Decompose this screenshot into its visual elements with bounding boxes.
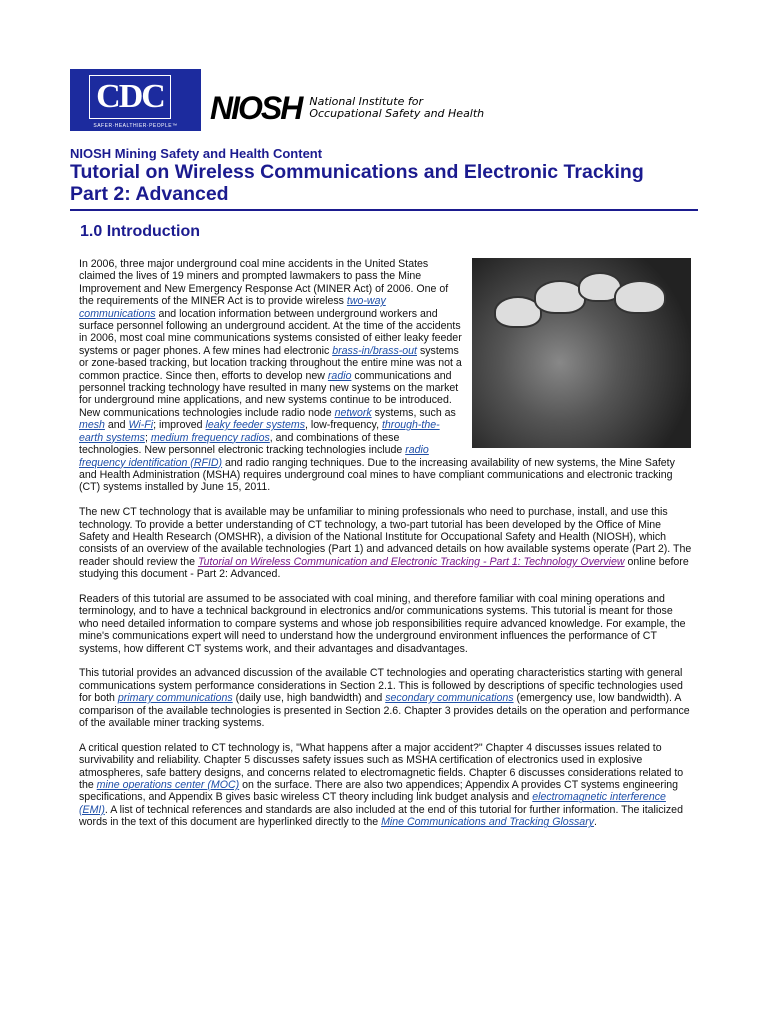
glossary-link[interactable]: Tutorial on Wireless Communication and Electronic Tracking - Part 1: Technology Overview — [197, 555, 625, 568]
paragraph — [79, 742, 693, 829]
paragraph-text: Readers of this tutorial are assumed to be associated with coal mining, and therefore familiar with coal mining operations and terminology, and to have a technical background in electronics and/or communications systems. This tutorial is meant for those who need detailed information to compare systems and whose job responsibilities require advanced knowledge. For example, the mine's communications expert will need to understand how the underground environment influences the performance of CT systems, how different CT systems work, and their advantages and disadvantages. — [79, 592, 686, 655]
title-line-1: Tutorial on Wireless Communications and Electronic Tracking — [70, 161, 644, 183]
title-divider — [70, 209, 698, 211]
glossary-link[interactable]: network — [334, 406, 372, 419]
niosh-name-line2: Occupational Safety and Health — [309, 107, 485, 120]
section-heading: 1.0 Introduction — [80, 223, 200, 240]
paragraph-text: . — [594, 816, 597, 829]
glossary-link[interactable]: two-way communications — [79, 295, 386, 320]
glossary-link[interactable]: radio — [327, 369, 352, 382]
paragraph-text: The new CT technology that is available may be unfamiliar to mining professionals who need to purchase, install, and use this technology. To provide a better understanding of CT technology, a two-part tutorial has been developed by the Office of Mine Safety and Health Research (OMSHR), a division of the National Institute for Occupational Safety and Health (NIOSH), which consists of an overview of the available technologies (Part 1) and advanced details on how available systems operate (Part 2). The reader should review the — [79, 506, 692, 568]
glossary-link[interactable]: through-the-earth systems — [79, 419, 440, 444]
paragraph-text: This tutorial provides an advanced discussion of the available CT technologies and operating characteristics starting with general communications system performance considerations in Section 2.1. This is followed by descriptions of specific technologies used for both — [79, 667, 683, 705]
paragraph-text: , low-frequency, — [305, 419, 382, 432]
paragraph-text: and — [104, 419, 129, 432]
paragraph-text: ; — [144, 431, 151, 444]
paragraph-text: (emergency use, low bandwidth). A comparison of the available technologies is presented in Section 2.6. Chapter 3 provides details on the operation and performance of the available miner tracking systems. — [79, 692, 690, 729]
glossary-link[interactable]: electromagnetic interference (EMI) — [79, 791, 666, 816]
paragraph-text: , and combinations of these technologies. New personnel electronic tracking technologies include — [79, 431, 406, 457]
glossary-link[interactable]: Mine Communications and Tracking Glossary — [381, 816, 595, 829]
glossary-link[interactable]: mine operations center (MOC) — [96, 779, 240, 791]
paragraph-text: ; improved — [153, 419, 206, 432]
glossary-link[interactable]: secondary communications — [385, 692, 514, 705]
glossary-link[interactable]: brass-in/brass-out — [332, 344, 417, 357]
paragraph-text: . A list of technical references and standards are also included at the end of this tutorial for further information. The italicized words in the text of this document are hyperlinked directly to the — [79, 803, 683, 829]
niosh-full-name — [309, 96, 484, 120]
paragraph-text: and location information between underground workers and surface personnel following an underground accident. At the time of the accidents in 2006, most coal mine communications systems consisted of either leaky feeder systems or pager phones. A few mines had electronic — [79, 307, 462, 357]
paragraph-text: systems or zone-based tracking, but location tracking throughout the entire mine was not a common practice. Since then, efforts to develop new — [79, 344, 462, 382]
paragraph — [79, 506, 693, 580]
niosh-name-line1: National Institute for — [309, 95, 423, 108]
cdc-logo-text: CDC — [89, 75, 171, 119]
title-line-2: Part 2: Advanced — [70, 183, 229, 205]
glossary-link[interactable]: medium frequency radios — [150, 431, 270, 444]
glossary-link[interactable]: leaky feeder systems — [205, 419, 306, 432]
paragraph-text: A critical question related to CT technology is, "What happens after a major accident?" Chapter 4 discusses issues related to survivability and reliability. Chapter 5 discusses safety issues such as MSHA certification of electronics used in explosive atmospheres, safe battery designs, and concerns related to electromagnetic fields. Chapter 6 discusses considerations related to the — [79, 741, 684, 791]
content-kicker: NIOSH Mining Safety and Health Content — [70, 146, 323, 161]
glossary-link[interactable]: mesh — [79, 419, 105, 432]
paragraph — [79, 593, 693, 655]
paragraph-text: In 2006, three major underground coal mine accidents in the United States claimed the lives of 19 miners and prompted lawmakers to pass the Mine Improvement and New Emergency Response Act (MINER Act) of 2006. One of the requirements of the MINER Act is to provide wireless — [79, 258, 449, 308]
niosh-logo — [210, 90, 484, 126]
glossary-link[interactable]: Wi-Fi — [128, 419, 154, 432]
paragraph-text: systems, such as — [371, 406, 456, 419]
paragraph-text: online before studying this document - Part 2: Advanced. — [79, 555, 689, 581]
cdc-tagline: SAFER·HEALTHIER·PEOPLE™ — [93, 123, 178, 129]
paragraph-text: communications and personnel tracking technology have resulted in many new systems on the market for underground mine applications, and new systems continue to be introduced. New communications technologies include radio node — [79, 369, 459, 419]
paragraph-text: (daily use, high bandwidth) and — [232, 692, 386, 705]
paragraph — [79, 667, 693, 729]
glossary-link[interactable]: radio frequency identification (RFID) — [79, 444, 429, 469]
paragraph-text: on the surface. There are also two appendices; Appendix A provides CT systems engineering specifications, and Appendix B gives basic wireless CT theory including link budget analysis and — [79, 779, 679, 804]
paragraph-text: and radio ranging techniques. Due to the increasing availability of new systems, the Mine Safety and Health Administration (MSHA) requires underground coal mines to have compliant communications and electronic tracking (CT) systems installed by June 15, 2011. — [79, 456, 675, 494]
document-body — [79, 258, 693, 841]
cdc-logo — [70, 69, 201, 131]
glossary-link[interactable]: primary communications — [117, 692, 233, 705]
page-title — [70, 161, 700, 205]
niosh-logo-mark: NIOSH — [210, 89, 302, 126]
miners-photo — [472, 258, 691, 448]
